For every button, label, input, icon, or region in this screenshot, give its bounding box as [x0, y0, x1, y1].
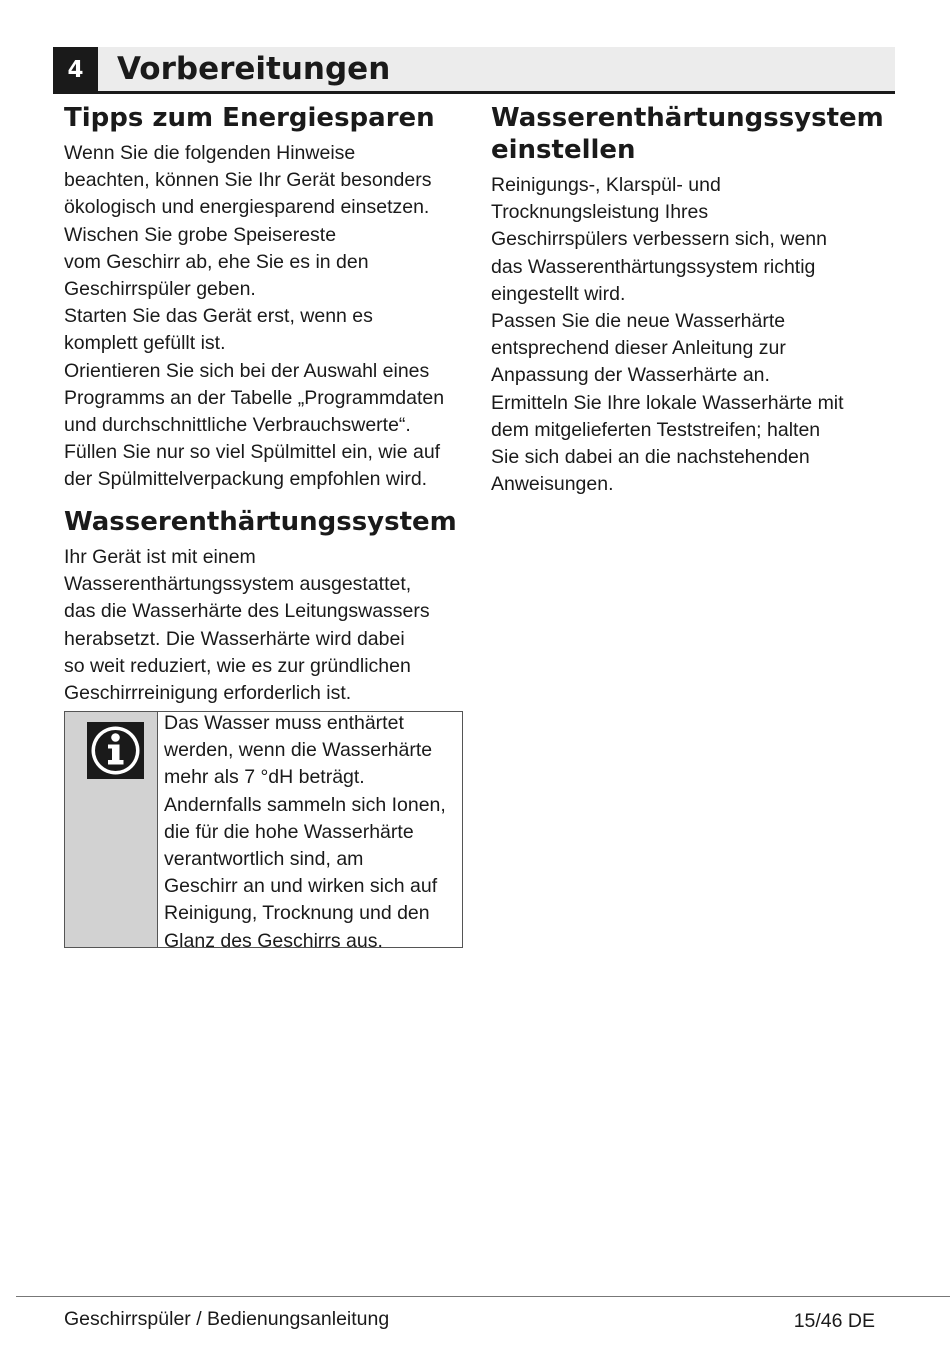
text-line: Geschirrreinigung erforderlich ist. — [64, 682, 352, 705]
info-note-box — [64, 711, 463, 952]
text-line: verantwortlich sind, am — [164, 848, 364, 871]
chapter-title: Vorbereitungen — [117, 51, 391, 87]
text-line: Ermitteln Sie Ihre lokale Wasserhärte mit — [491, 391, 844, 414]
text-line: Geschirrspüler geben. — [64, 278, 256, 301]
footer-document-title: Geschirrspüler / Bedienungsanleitung — [64, 1308, 390, 1330]
text-line: Geschirr an und wirken sich auf — [164, 875, 438, 898]
text-line: Füllen Sie nur so viel Spülmittel ein, wie auf — [64, 441, 441, 464]
footer-divider — [16, 1296, 950, 1297]
text-line: Orientieren Sie sich bei der Auswahl eines — [64, 359, 430, 382]
text-line: Trocknungsleistung Ihres — [491, 201, 709, 224]
info-box-sidebar — [65, 712, 158, 947]
text-line: Ihr Gerät ist mit einem — [64, 546, 256, 568]
text-line: werden, wenn die Wasserhärte — [164, 739, 433, 762]
text-line: das die Wasserhärte des Leitungswassers — [64, 600, 430, 623]
text-line: Wasserenthärtungssystem ausgestattet, — [64, 573, 412, 596]
text-line: beachten, können Sie Ihr Gerät besonders — [64, 169, 432, 192]
text-line: Sie sich dabei an die nachstehenden — [491, 446, 810, 469]
text-line: so weit reduziert, wie es zur gründlichen — [64, 654, 411, 677]
text-line: ökologisch und energiesparend einsetzen. — [64, 196, 430, 219]
text-line: Starten Sie das Gerät erst, wenn es — [64, 305, 373, 328]
text-line: der Spülmittelverpackung empfohlen wird. — [64, 468, 428, 491]
energy-tips-heading: Tipps zum Energiesparen — [64, 103, 435, 133]
text-line: dem mitgelieferten Teststreifen; halten — [491, 418, 821, 441]
info-icon — [87, 722, 144, 779]
text-line: herabsetzt. Die Wasserhärte wird dabei — [64, 627, 405, 650]
softener-setup-heading — [491, 102, 884, 166]
text-line: Programms an der Tabelle „Programmdaten — [64, 386, 445, 409]
heading-line: einstellen — [491, 135, 636, 165]
chapter-number: 4 — [53, 47, 98, 94]
text-line: Andernfalls sammeln sich Ionen, — [164, 793, 446, 816]
text-line: und durchschnittliche Verbrauchswerte“. — [64, 414, 411, 437]
text-line: mehr als 7 °dH beträgt. — [164, 766, 365, 789]
text-line: Geschirrspülers verbessern sich, wenn — [491, 228, 827, 251]
chapter-header — [53, 47, 895, 94]
heading-line: Wasserenthärtungssystem — [491, 103, 884, 133]
text-line: Wenn Sie die folgenden Hinweise — [64, 142, 356, 164]
text-line: Glanz des Geschirrs aus. — [164, 929, 383, 952]
text-line: Anweisungen. — [491, 473, 614, 496]
text-line: komplett gefüllt ist. — [64, 332, 226, 355]
softener-text — [64, 544, 430, 707]
text-line: Reinigung, Trocknung und den — [164, 902, 430, 925]
text-line: eingestellt wird. — [491, 282, 626, 305]
softener-heading: Wasserenthärtungssystem — [64, 507, 457, 537]
text-line: das Wasserenthärtungssystem richtig — [491, 255, 816, 278]
text-line: entsprechend dieser Anleitung zur — [491, 337, 786, 360]
text-line: vom Geschirr ab, ehe Sie es in den — [64, 250, 369, 273]
text-line: Reinigungs-, Klarspül- und — [491, 174, 721, 196]
text-line: die für die hohe Wasserhärte — [164, 820, 414, 843]
footer-page-number: 15/46 DE — [793, 1310, 875, 1332]
info-note-text — [164, 710, 446, 955]
text-line: Wischen Sie grobe Speisereste — [64, 223, 337, 246]
text-line: Passen Sie die neue Wasserhärte — [491, 310, 786, 333]
softener-setup-text — [491, 172, 844, 498]
energy-tips-text — [64, 140, 444, 494]
text-line: Anpassung der Wasserhärte an. — [491, 364, 770, 387]
text-line: Das Wasser muss enthärtet — [164, 712, 404, 734]
